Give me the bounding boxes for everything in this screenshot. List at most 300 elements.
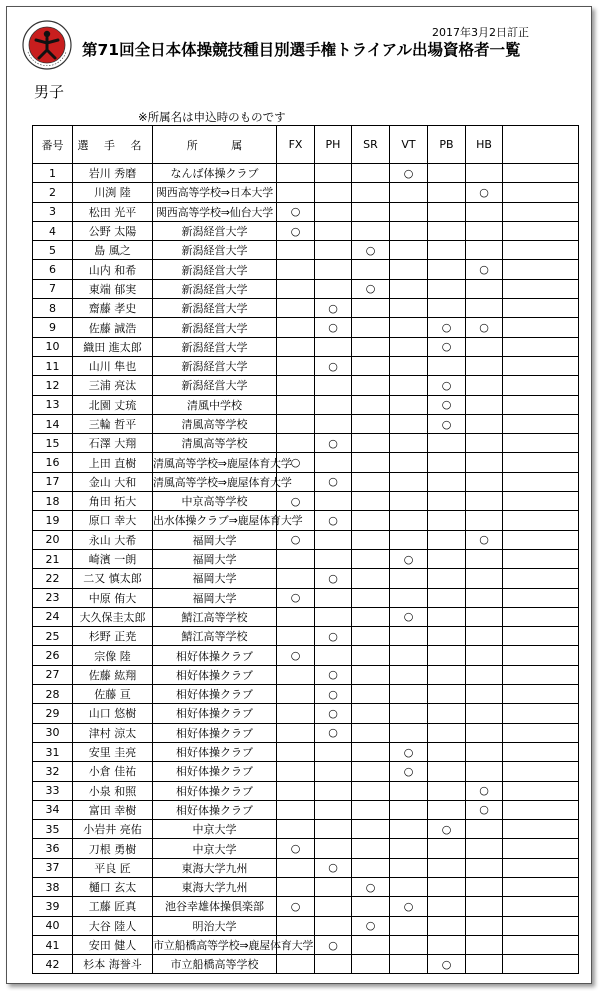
table-row	[33, 434, 579, 453]
athlete-name: 三輪 哲平	[73, 414, 153, 433]
event-cell-hb	[466, 955, 503, 974]
header-event-ph: PH	[315, 126, 352, 164]
row-number: 38	[33, 877, 73, 896]
event-cell-vt	[390, 627, 428, 646]
athlete-name: 平良 匠	[73, 858, 153, 877]
event-cell-fx	[277, 627, 315, 646]
event-cell-hb	[466, 685, 503, 704]
event-cell-vt	[390, 492, 428, 511]
athlete-affiliation: 鯖江高等学校	[153, 607, 277, 626]
event-cell-sr	[352, 646, 390, 665]
athlete-name: 津村 涼太	[73, 723, 153, 742]
athlete-name: 東端 郁実	[73, 279, 153, 298]
event-cell-fx	[277, 569, 315, 588]
table-row	[33, 318, 579, 337]
blank-cell	[503, 762, 579, 781]
event-cell-ph: ○	[315, 434, 352, 453]
row-number: 1	[33, 164, 73, 183]
event-cell-vt	[390, 202, 428, 221]
event-cell-vt	[390, 877, 428, 896]
event-cell-sr	[352, 704, 390, 723]
blank-cell	[503, 472, 579, 491]
table-row	[33, 935, 579, 954]
event-cell-sr	[352, 820, 390, 839]
event-cell-hb	[466, 164, 503, 183]
event-cell-vt	[390, 241, 428, 260]
table-row	[33, 588, 579, 607]
event-cell-sr	[352, 221, 390, 240]
event-cell-pb	[428, 685, 466, 704]
row-number: 26	[33, 646, 73, 665]
event-cell-ph	[315, 530, 352, 549]
event-cell-sr	[352, 627, 390, 646]
event-cell-ph: ○	[315, 299, 352, 318]
event-cell-hb	[466, 395, 503, 414]
blank-cell	[503, 897, 579, 916]
blank-cell	[503, 916, 579, 935]
event-cell-hb	[466, 762, 503, 781]
event-cell-hb	[466, 414, 503, 433]
event-cell-vt	[390, 820, 428, 839]
event-cell-ph: ○	[315, 472, 352, 491]
table-row	[33, 839, 579, 858]
event-cell-hb	[466, 279, 503, 298]
blank-cell	[503, 627, 579, 646]
event-cell-ph: ○	[315, 665, 352, 684]
event-cell-hb	[466, 337, 503, 356]
row-number: 23	[33, 588, 73, 607]
event-cell-ph	[315, 202, 352, 221]
table-row	[33, 569, 579, 588]
event-cell-hb: ○	[466, 781, 503, 800]
event-cell-hb	[466, 935, 503, 954]
event-cell-pb	[428, 530, 466, 549]
athlete-name: 織田 進太郎	[73, 337, 153, 356]
event-cell-sr: ○	[352, 241, 390, 260]
row-number: 5	[33, 241, 73, 260]
table-row	[33, 607, 579, 626]
event-cell-pb	[428, 492, 466, 511]
blank-cell	[503, 221, 579, 240]
event-cell-sr: ○	[352, 877, 390, 896]
event-cell-pb	[428, 183, 466, 202]
event-cell-sr	[352, 472, 390, 491]
blank-cell	[503, 183, 579, 202]
event-cell-fx	[277, 955, 315, 974]
event-cell-pb: ○	[428, 820, 466, 839]
athlete-name: 宗像 陸	[73, 646, 153, 665]
event-cell-fx: ○	[277, 221, 315, 240]
athlete-name: 小泉 和照	[73, 781, 153, 800]
event-cell-ph	[315, 646, 352, 665]
athlete-affiliation: 清風高等学校	[153, 434, 277, 453]
event-cell-sr	[352, 434, 390, 453]
athlete-affiliation: 福岡大学	[153, 569, 277, 588]
row-number: 18	[33, 492, 73, 511]
table-row	[33, 549, 579, 568]
athlete-name: 大谷 陸人	[73, 916, 153, 935]
athlete-affiliation: 相好体操クラブ	[153, 742, 277, 761]
event-cell-hb	[466, 665, 503, 684]
row-number: 3	[33, 202, 73, 221]
event-cell-hb: ○	[466, 183, 503, 202]
event-cell-fx	[277, 164, 315, 183]
blank-cell	[503, 800, 579, 819]
event-cell-pb	[428, 202, 466, 221]
event-cell-vt	[390, 530, 428, 549]
row-number: 7	[33, 279, 73, 298]
row-number: 12	[33, 376, 73, 395]
event-cell-ph: ○	[315, 511, 352, 530]
event-cell-fx	[277, 549, 315, 568]
row-number: 16	[33, 453, 73, 472]
table-row	[33, 511, 579, 530]
athlete-affiliation: 相好体操クラブ	[153, 781, 277, 800]
event-cell-fx	[277, 183, 315, 202]
blank-cell	[503, 646, 579, 665]
section-label: 男子	[34, 83, 65, 101]
blank-cell	[503, 511, 579, 530]
table-row	[33, 781, 579, 800]
blank-cell	[503, 685, 579, 704]
event-cell-pb	[428, 241, 466, 260]
event-cell-vt: ○	[390, 164, 428, 183]
blank-cell	[503, 549, 579, 568]
event-cell-hb	[466, 569, 503, 588]
header-event-hb: HB	[466, 126, 503, 164]
row-number: 21	[33, 549, 73, 568]
athlete-name: 公野 太陽	[73, 221, 153, 240]
athlete-affiliation: 新潟経営大学	[153, 221, 277, 240]
event-cell-ph: ○	[315, 318, 352, 337]
event-cell-hb	[466, 646, 503, 665]
event-cell-sr	[352, 839, 390, 858]
athlete-affiliation: 市立船橋高等学校⇒鹿屋体育大学	[153, 935, 277, 954]
athlete-name: 佐藤 紘翔	[73, 665, 153, 684]
event-cell-sr	[352, 858, 390, 877]
athlete-affiliation: 相好体操クラブ	[153, 646, 277, 665]
event-cell-ph	[315, 279, 352, 298]
header-name: 選 手 名	[73, 126, 153, 164]
athlete-name: 小岩井 亮佑	[73, 820, 153, 839]
table-row	[33, 685, 579, 704]
athlete-affiliation: 相好体操クラブ	[153, 704, 277, 723]
athlete-affiliation: 福岡大学	[153, 530, 277, 549]
event-cell-vt	[390, 646, 428, 665]
row-number: 27	[33, 665, 73, 684]
event-cell-vt	[390, 472, 428, 491]
table-row	[33, 955, 579, 974]
athlete-name: 石澤 大翔	[73, 434, 153, 453]
event-cell-sr	[352, 492, 390, 511]
blank-cell	[503, 588, 579, 607]
event-cell-sr	[352, 935, 390, 954]
row-number: 25	[33, 627, 73, 646]
athlete-affiliation: 出水体操クラブ⇒鹿屋体育大学	[153, 511, 277, 530]
event-cell-pb	[428, 742, 466, 761]
table-row	[33, 299, 579, 318]
blank-cell	[503, 723, 579, 742]
athlete-affiliation: 明治大学	[153, 916, 277, 935]
event-cell-vt	[390, 260, 428, 279]
event-cell-ph: ○	[315, 723, 352, 742]
athlete-affiliation: 中京大学	[153, 839, 277, 858]
event-cell-fx	[277, 820, 315, 839]
event-cell-vt	[390, 916, 428, 935]
athlete-affiliation: 清風高等学校⇒鹿屋体育大学	[153, 453, 277, 472]
event-cell-vt	[390, 588, 428, 607]
event-cell-vt	[390, 414, 428, 433]
row-number: 4	[33, 221, 73, 240]
event-cell-sr	[352, 183, 390, 202]
event-cell-hb	[466, 434, 503, 453]
event-cell-pb	[428, 916, 466, 935]
header-event-sr: SR	[352, 126, 390, 164]
athlete-name: 川渕 陸	[73, 183, 153, 202]
event-cell-ph	[315, 164, 352, 183]
athlete-affiliation: 市立船橋高等学校	[153, 955, 277, 974]
athlete-name: 原口 幸大	[73, 511, 153, 530]
blank-cell	[503, 935, 579, 954]
event-cell-pb	[428, 839, 466, 858]
header-event-fx: FX	[277, 126, 315, 164]
event-cell-pb	[428, 356, 466, 375]
row-number: 2	[33, 183, 73, 202]
athlete-affiliation: 関西高等学校⇒日本大学	[153, 183, 277, 202]
athlete-affiliation: 相好体操クラブ	[153, 800, 277, 819]
event-cell-fx	[277, 395, 315, 414]
row-number: 37	[33, 858, 73, 877]
event-cell-hb	[466, 221, 503, 240]
event-cell-sr	[352, 955, 390, 974]
event-cell-pb	[428, 453, 466, 472]
event-cell-vt	[390, 955, 428, 974]
event-cell-fx: ○	[277, 492, 315, 511]
event-cell-sr	[352, 453, 390, 472]
blank-cell	[503, 356, 579, 375]
row-number: 29	[33, 704, 73, 723]
event-cell-sr	[352, 356, 390, 375]
event-cell-sr	[352, 337, 390, 356]
event-cell-sr	[352, 897, 390, 916]
row-number: 31	[33, 742, 73, 761]
athlete-name: 三浦 亮汰	[73, 376, 153, 395]
athlete-name: 刀根 勇樹	[73, 839, 153, 858]
event-cell-vt	[390, 569, 428, 588]
row-number: 30	[33, 723, 73, 742]
athlete-name: 上田 直樹	[73, 453, 153, 472]
athlete-affiliation: 相好体操クラブ	[153, 723, 277, 742]
event-cell-ph: ○	[315, 704, 352, 723]
table-row	[33, 897, 579, 916]
athlete-name: 中原 侑大	[73, 588, 153, 607]
event-cell-pb: ○	[428, 376, 466, 395]
athlete-name: 富田 幸樹	[73, 800, 153, 819]
event-cell-hb	[466, 627, 503, 646]
athlete-affiliation: 清風中学校	[153, 395, 277, 414]
athlete-name: 角田 拓大	[73, 492, 153, 511]
blank-cell	[503, 414, 579, 433]
event-cell-vt	[390, 685, 428, 704]
event-cell-hb	[466, 839, 503, 858]
event-cell-vt	[390, 935, 428, 954]
event-cell-ph	[315, 762, 352, 781]
event-cell-hb	[466, 356, 503, 375]
event-cell-pb	[428, 164, 466, 183]
athlete-name: 金山 大和	[73, 472, 153, 491]
blank-cell	[503, 453, 579, 472]
event-cell-ph	[315, 897, 352, 916]
athlete-affiliation: 中京高等学校	[153, 492, 277, 511]
event-cell-sr	[352, 588, 390, 607]
event-cell-fx	[277, 607, 315, 626]
event-cell-fx	[277, 916, 315, 935]
athlete-name: 崎濱 一朗	[73, 549, 153, 568]
blank-cell	[503, 395, 579, 414]
blank-cell	[503, 376, 579, 395]
event-cell-hb	[466, 916, 503, 935]
blank-cell	[503, 279, 579, 298]
header-event-vt: VT	[390, 126, 428, 164]
blank-cell	[503, 607, 579, 626]
event-cell-ph	[315, 916, 352, 935]
row-number: 28	[33, 685, 73, 704]
event-cell-vt	[390, 356, 428, 375]
event-cell-fx	[277, 318, 315, 337]
row-number: 13	[33, 395, 73, 414]
event-cell-fx: ○	[277, 839, 315, 858]
blank-cell	[503, 492, 579, 511]
event-cell-hb	[466, 472, 503, 491]
event-cell-pb	[428, 877, 466, 896]
table-row	[33, 337, 579, 356]
blank-cell	[503, 955, 579, 974]
table-row	[33, 279, 579, 298]
event-cell-vt	[390, 221, 428, 240]
table-row	[33, 164, 579, 183]
event-cell-fx: ○	[277, 453, 315, 472]
athlete-affiliation: 新潟経営大学	[153, 337, 277, 356]
event-cell-fx	[277, 299, 315, 318]
athlete-name: 山川 隼也	[73, 356, 153, 375]
blank-cell	[503, 337, 579, 356]
event-cell-hb: ○	[466, 530, 503, 549]
athlete-affiliation: 清風高等学校	[153, 414, 277, 433]
event-cell-pb	[428, 511, 466, 530]
event-cell-pb	[428, 762, 466, 781]
table-row	[33, 723, 579, 742]
event-cell-pb	[428, 858, 466, 877]
event-cell-hb	[466, 742, 503, 761]
event-cell-fx	[277, 356, 315, 375]
event-cell-fx	[277, 376, 315, 395]
event-cell-ph	[315, 549, 352, 568]
event-cell-fx: ○	[277, 530, 315, 549]
blank-cell	[503, 742, 579, 761]
event-cell-pb	[428, 434, 466, 453]
table-row	[33, 453, 579, 472]
table-row	[33, 704, 579, 723]
row-number: 42	[33, 955, 73, 974]
event-cell-sr	[352, 260, 390, 279]
event-cell-vt	[390, 858, 428, 877]
event-cell-fx: ○	[277, 202, 315, 221]
event-cell-pb	[428, 299, 466, 318]
event-cell-vt: ○	[390, 742, 428, 761]
event-cell-sr	[352, 376, 390, 395]
row-number: 19	[33, 511, 73, 530]
table-row	[33, 820, 579, 839]
event-cell-pb	[428, 781, 466, 800]
event-cell-vt	[390, 395, 428, 414]
affiliation-note: ※所属名は申込時のものです	[138, 110, 286, 124]
athlete-affiliation: 新潟経営大学	[153, 376, 277, 395]
athlete-name: 二又 慎太郎	[73, 569, 153, 588]
row-number: 8	[33, 299, 73, 318]
event-cell-vt	[390, 704, 428, 723]
event-cell-ph: ○	[315, 569, 352, 588]
table-row	[33, 395, 579, 414]
event-cell-pb: ○	[428, 318, 466, 337]
event-cell-ph	[315, 588, 352, 607]
athlete-name: 岩川 秀磨	[73, 164, 153, 183]
header-event-pb: PB	[428, 126, 466, 164]
event-cell-pb	[428, 627, 466, 646]
table-row	[33, 530, 579, 549]
event-cell-ph	[315, 607, 352, 626]
table-row	[33, 260, 579, 279]
event-cell-ph	[315, 183, 352, 202]
event-cell-pb	[428, 704, 466, 723]
athlete-name: 安田 健人	[73, 935, 153, 954]
header-blank	[503, 126, 579, 164]
event-cell-hb: ○	[466, 260, 503, 279]
table-row	[33, 241, 579, 260]
row-number: 32	[33, 762, 73, 781]
athlete-affiliation: 相好体操クラブ	[153, 762, 277, 781]
event-cell-vt	[390, 434, 428, 453]
event-cell-sr	[352, 762, 390, 781]
athlete-affiliation: 東海大学九州	[153, 877, 277, 896]
table-row	[33, 183, 579, 202]
athlete-name: 永山 大希	[73, 530, 153, 549]
event-cell-ph	[315, 241, 352, 260]
table-row	[33, 742, 579, 761]
athlete-affiliation: 清風高等学校⇒鹿屋体育大学	[153, 472, 277, 491]
athlete-name: 北園 丈琉	[73, 395, 153, 414]
event-cell-sr	[352, 414, 390, 433]
row-number: 20	[33, 530, 73, 549]
athlete-affiliation: 相好体操クラブ	[153, 665, 277, 684]
gymnastics-association-logo	[22, 20, 72, 70]
event-cell-hb	[466, 858, 503, 877]
blank-cell	[503, 877, 579, 896]
table-header-row	[33, 126, 579, 164]
table-row	[33, 221, 579, 240]
event-cell-hb: ○	[466, 318, 503, 337]
event-cell-ph: ○	[315, 935, 352, 954]
athlete-name: 佐藤 亘	[73, 685, 153, 704]
event-cell-vt	[390, 453, 428, 472]
event-cell-vt	[390, 781, 428, 800]
event-cell-vt	[390, 800, 428, 819]
table-row	[33, 202, 579, 221]
athlete-name: 大久保圭太郎	[73, 607, 153, 626]
event-cell-fx: ○	[277, 646, 315, 665]
event-cell-ph	[315, 839, 352, 858]
row-number: 24	[33, 607, 73, 626]
event-cell-sr	[352, 164, 390, 183]
